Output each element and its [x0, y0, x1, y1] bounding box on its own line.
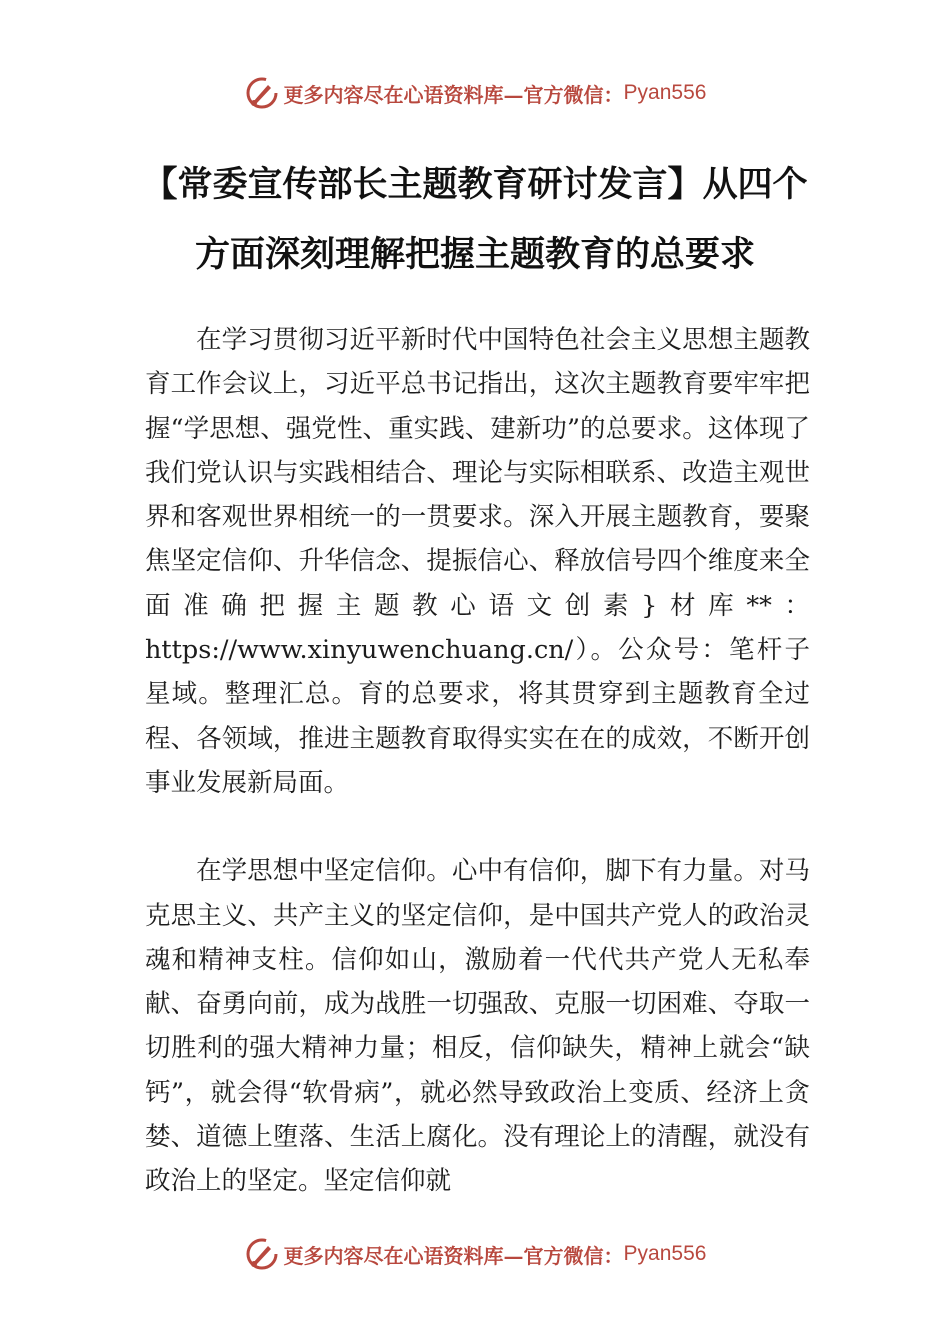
document-title: 【常委宣传部长主题教育研讨发言】从四个方面深刻理解把握主题教育的总要求: [142, 165, 808, 275]
brush-logo-icon: [244, 75, 280, 111]
brush-logo-icon: [244, 1236, 280, 1272]
banner-text: 更多内容尽在心语资料库—官方微信：: [283, 82, 624, 107]
paragraph-faith: 在学思想中坚定信仰。心中有信仰，脚下有力量。对马克思主义、共产主义的坚定信仰，是中国共产党人的政治灵魂和精神支柱。信仰如山，激励着一代代共产党人无私奉献、奋勇向前，成为战胜一切强敌、克服一切困难、夺取一切胜利的强大精神力量；相反，信仰缺失，精神上就会“缺钙”，就会得“软骨病”，就必然导致政治上变质、经济上贪婪、道德上堕落、生活上腐化。没有理论上的清醒，就没有政治上的坚定。坚定信仰就: [145, 856, 810, 1197]
banner-wechat-id: Pyan556: [623, 81, 707, 104]
header-banner: [0, 73, 950, 113]
document-body: [145, 318, 810, 1204]
banner-text: 更多内容尽在心语资料库—官方微信：: [283, 1243, 624, 1268]
banner-wechat-id: Pyan556: [623, 1242, 707, 1265]
paragraph-intro: 在学习贯彻习近平新时代中国特色社会主义思想主题教育工作会议上，习近平总书记指出，这次主题教育要牢牢把握“学思想、强党性、重实践、建新功”的总要求。这体现了我们党认识与实践相结合、理论与实际相联系、改造主观世界和客观世界相统一的一贯要求。深入开展主题教育，要聚焦坚定信仰、升华信念、提振信心、释放信号四个维度来全面准确把握主题教心语文创素}材库**：https://www.xinyuwenchuang.cn/）。公众号：笔杆子星域。整理汇总。育的总要求，将其贯穿到主题教育全过程、各领域，推进主题教育取得实实在在的成效，不断开创事业发展新局面。: [145, 325, 810, 798]
footer-banner: [0, 1234, 950, 1274]
